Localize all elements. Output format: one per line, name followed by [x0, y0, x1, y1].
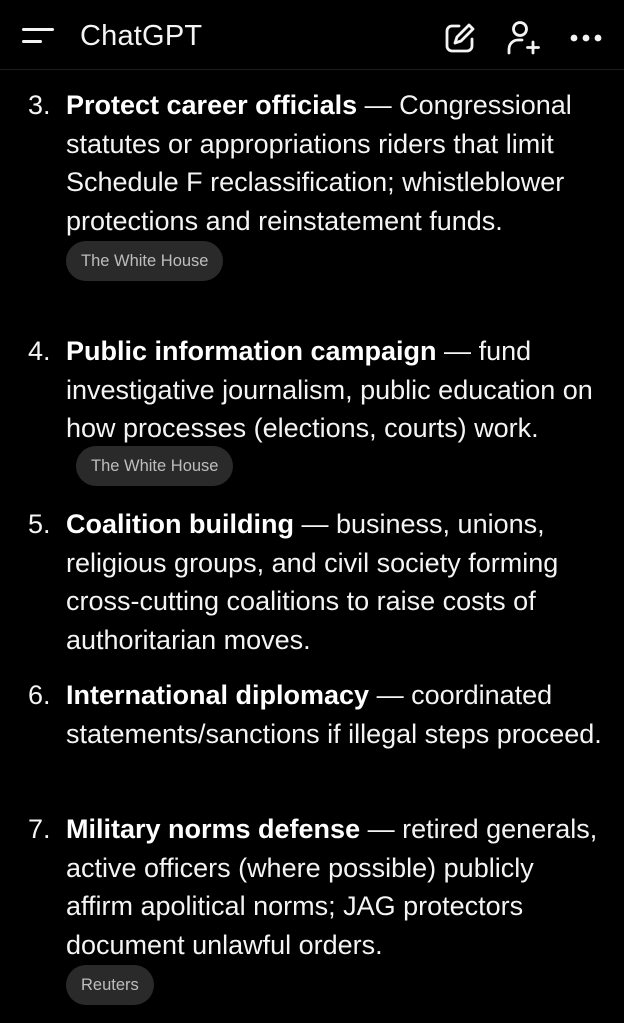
- more-icon[interactable]: [566, 18, 606, 58]
- list-item-text: Military norms defense — retired generals, active officers (where possible) publicly affirm apolitical norms; JAG protectors document unlawful orders. Reuters: [66, 810, 608, 1008]
- new-chat-icon[interactable]: [440, 18, 480, 58]
- list-item-text: International diplomacy — coordinated statements/sanctions if illegal steps proceed.: [66, 680, 602, 749]
- source-chip[interactable]: The White House: [76, 446, 233, 486]
- item-text: Congressional statutes or appropriations riders that limit Schedule F reclassification; whistleblower protections and reinstatement funds.: [66, 90, 572, 236]
- list-number: 7.: [28, 814, 51, 844]
- item-heading: Protect career officials: [66, 90, 358, 120]
- list-number: 5.: [28, 509, 51, 539]
- list-number: 6.: [28, 680, 51, 710]
- app-header: [0, 0, 624, 70]
- item-heading: Military norms defense: [66, 814, 361, 844]
- list-item-text: Coalition building — business, unions, religious groups, and civil society forming cross-cutting coalitions to raise costs of authoritarian moves.: [66, 509, 559, 655]
- add-person-icon[interactable]: [503, 18, 543, 58]
- item-heading: Coalition building: [66, 509, 294, 539]
- chat-content: [0, 70, 624, 1023]
- source-chip[interactable]: The White House: [66, 241, 223, 281]
- item-text: business, unions, religious groups, and civil society forming cross-cutting coalitions to raise costs of authoritarian moves.: [66, 509, 559, 655]
- list-number: 3.: [28, 90, 51, 120]
- item-text: retired generals, active officers (where possible) publicly affirm apolitical norms; JAG protectors document unlawful orders.: [66, 814, 598, 960]
- item-text: coordinated statements/sanctions if illegal steps proceed.: [66, 680, 602, 749]
- app-title: ChatGPT: [80, 20, 203, 52]
- list-item-text: Protect career officials — Congressional statutes or appropriations riders that limit Schedule F reclassification; whistleblower protections and reinstatement funds. The White House: [66, 86, 608, 284]
- item-text: fund investigative journalism, public education on how processes (elections, courts) work.: [66, 336, 593, 444]
- item-heading: International diplomacy: [66, 680, 370, 710]
- source-chip[interactable]: Reuters: [66, 965, 154, 1005]
- list-item-text: Public information campaign — fund investigative journalism, public education on how processes (elections, courts) work.The White House: [66, 332, 608, 489]
- menu-icon[interactable]: [22, 26, 56, 50]
- item-heading: Public information campaign: [66, 336, 437, 366]
- list-number: 4.: [28, 336, 51, 366]
